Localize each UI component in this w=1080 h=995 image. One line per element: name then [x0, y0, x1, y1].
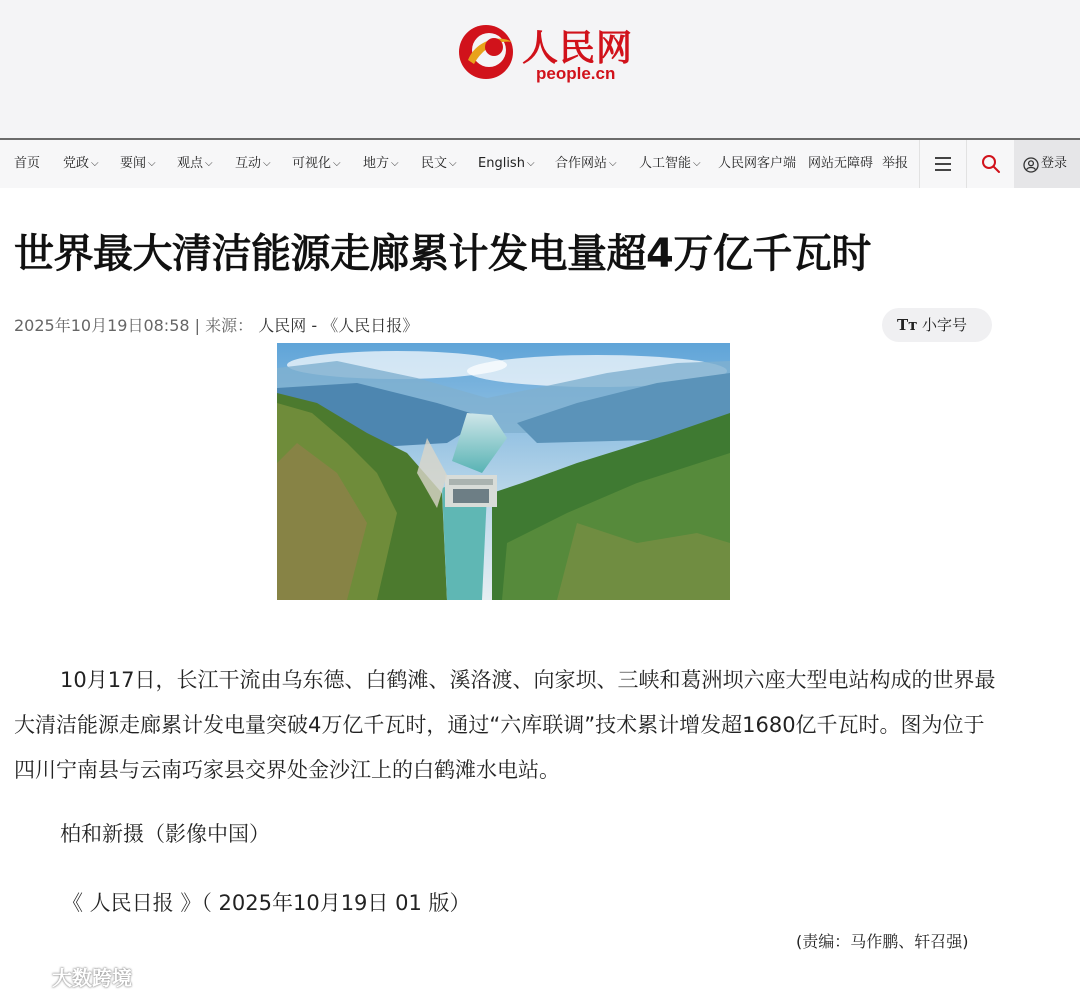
watermark-logo-icon [10, 964, 48, 986]
print-edition: 《 人民日报 》（ 2025年10月19日 01 版） [62, 891, 471, 915]
watermark-text: 大数跨境 [52, 966, 132, 990]
nav-item-interact[interactable] [235, 140, 271, 188]
dam-landscape-image [277, 343, 730, 600]
chevron-down-icon: ⌵ [205, 158, 213, 169]
login-button[interactable] [1014, 140, 1080, 188]
article-photo [277, 343, 730, 600]
chevron-down-icon: ⌵ [449, 158, 457, 169]
nav-item-report[interactable] [882, 140, 908, 188]
chevron-down-icon: ⌵ [91, 158, 99, 169]
font-size-toggle-button[interactable] [882, 308, 992, 342]
nav-item-home[interactable] [14, 140, 40, 188]
nav-item-label: 地方 [363, 156, 390, 171]
photo-credit: 柏和新摄（影像中国） [60, 822, 270, 846]
user-icon [1023, 157, 1039, 173]
nav-item-news[interactable] [120, 140, 156, 188]
logo-wordmark: 人民网 [522, 27, 634, 69]
logo-domain: people.cn [536, 64, 616, 83]
nav-item-label: 观点 [177, 156, 204, 171]
chevron-down-icon: ⌵ [609, 158, 617, 169]
nav-item-local[interactable] [363, 140, 399, 188]
site-header [0, 0, 1080, 138]
logo-swirl-icon [456, 20, 518, 82]
nav-item-accessibility[interactable] [808, 140, 873, 188]
nav-item-label: 民文 [421, 156, 448, 171]
chevron-down-icon: ⌵ [333, 158, 341, 169]
login-label: 登录 [1041, 156, 1068, 171]
main-nav [0, 138, 1080, 188]
nav-item-label: 要闻 [120, 156, 147, 171]
nav-item-party[interactable] [63, 140, 99, 188]
nav-item-english[interactable] [478, 140, 535, 188]
article-meta [14, 313, 418, 336]
nav-item-label: 首页 [14, 156, 41, 171]
nav-item-label: 网站无障碍 [808, 156, 874, 171]
text-size-icon: Tт [897, 316, 918, 334]
nav-item-label: 人民网客户端 [718, 156, 797, 171]
hamburger-icon [935, 163, 951, 165]
hamburger-icon [935, 157, 951, 159]
source-link[interactable]: 人民网 - 《人民日报》 [258, 316, 419, 335]
chevron-down-icon: ⌵ [263, 158, 271, 169]
source-label: 来源： [205, 316, 254, 335]
publish-date: 2025年10月19日08:58 [14, 316, 190, 335]
nav-item-label: 可视化 [292, 156, 332, 171]
chevron-down-icon: ⌵ [526, 158, 535, 169]
nav-item-label: 人工智能 [639, 156, 692, 171]
nav-item-label: 合作网站 [555, 156, 608, 171]
nav-item-minwen[interactable] [421, 140, 457, 188]
hamburger-menu-button[interactable] [920, 140, 966, 188]
chevron-down-icon: ⌵ [693, 158, 701, 169]
article-body-paragraph: 10月17日，长江干流由乌东德、白鹤滩、溪洛渡、向家坝、三峡和葛洲坝六座大型电站构成的世界最大清洁能源走廊累计发电量突破4万亿千瓦时，通过“六库联调”技术累计增发超1680亿千瓦时。图为位于四川宁南县与云南巧家县交界处金沙江上的白鹤滩水电站。 [14, 668, 996, 782]
responsible-editor: (责编：马作鹏、轩召强) [796, 932, 969, 951]
nav-item-label: 互动 [235, 156, 262, 171]
search-icon [981, 154, 1001, 174]
article-title: 世界最大清洁能源走廊累计发电量超4万亿千瓦时 [14, 231, 871, 277]
nav-item-client[interactable] [718, 140, 796, 188]
nav-item-opinion[interactable] [177, 140, 213, 188]
hamburger-icon [935, 169, 951, 171]
chevron-down-icon: ⌵ [148, 158, 156, 169]
nav-item-ai[interactable] [639, 140, 701, 188]
nav-item-label: 党政 [63, 156, 90, 171]
font-size-label: 小字号 [922, 316, 968, 334]
nav-item-label: 举报 [882, 156, 909, 171]
nav-item-label: English [478, 156, 525, 171]
nav-item-visual[interactable] [292, 140, 341, 188]
nav-item-partners[interactable] [555, 140, 617, 188]
meta-separator: | [194, 316, 201, 335]
site-logo[interactable] [456, 16, 646, 88]
chevron-down-icon: ⌵ [391, 158, 399, 169]
search-button[interactable] [967, 140, 1013, 188]
